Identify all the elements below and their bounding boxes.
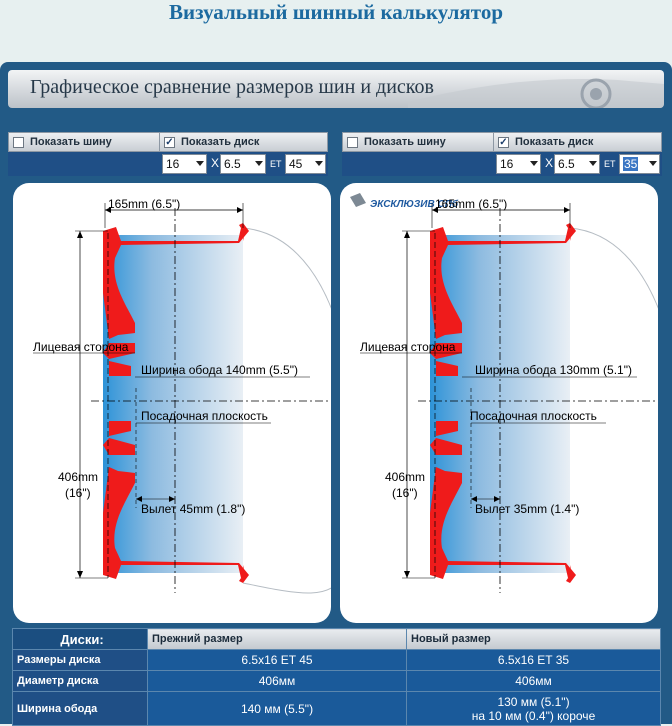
rim-width-label: Ширина обода 140mm (5.5"): [141, 363, 298, 377]
svg-text:ЭКСКЛЮЗИВ СПб: ЭКСКЛЮЗИВ СПб: [370, 199, 459, 210]
banner-title: Графическое сравнение размеров шин и дисков: [30, 76, 434, 98]
row-label-rim-width: Ширина обода: [13, 692, 148, 726]
table-header-old: Прежний размер: [148, 629, 407, 650]
row-label-disk-size: Размеры диска: [13, 650, 148, 671]
diameter-label-inch: (16"): [392, 486, 418, 500]
right-width-value: 6.5: [558, 157, 575, 171]
top-width-dimension: 165mm (6.5"): [108, 197, 181, 211]
right-et-label: ET: [604, 159, 616, 169]
left-controls-row: [8, 152, 328, 176]
row-label-disk-diameter: Диаметр диска: [13, 671, 148, 692]
diameter-label-mm: 406mm: [58, 470, 99, 484]
new-disk-diameter: 406мм: [407, 671, 661, 692]
left-et-value: 45: [289, 157, 303, 171]
new-disk-size: 6.5x16 ET 35: [407, 650, 661, 671]
chevron-down-icon: [255, 161, 263, 166]
old-disk-size: 6.5x16 ET 45: [148, 650, 407, 671]
show-disk-label-right: Показать диск: [515, 136, 594, 148]
left-width-select[interactable]: [220, 154, 266, 174]
old-disk-diameter: 406мм: [148, 671, 407, 692]
show-disk-toggle-right[interactable]: [493, 133, 662, 151]
table-row: [13, 671, 661, 692]
table-header-disks: Диски:: [13, 629, 148, 650]
left-diameter-select[interactable]: [162, 154, 207, 174]
show-tire-toggle-right[interactable]: [343, 133, 493, 151]
banner: [8, 70, 664, 108]
left-et-label: ET: [270, 159, 282, 169]
diameter-label-inch: (16"): [65, 486, 91, 500]
left-x-label: X: [211, 156, 220, 170]
right-diameter-value: 16: [500, 157, 514, 171]
right-et-value: 35: [624, 157, 638, 171]
mounting-plane-label: Посадочная плоскость: [141, 409, 268, 423]
table-header-new: Новый размер: [407, 629, 661, 650]
show-tire-label-left: Показать шину: [30, 136, 112, 148]
right-wheel-diagram: [340, 183, 658, 623]
chevron-down-icon: [649, 161, 657, 166]
face-side-label: Лицевая сторона: [360, 340, 456, 354]
show-tire-label-right: Показать шину: [364, 136, 446, 148]
right-wheel-svg: [340, 183, 658, 623]
new-rim-width-note: на 10 мм (0.4") короче: [471, 708, 596, 723]
new-rim-width-cell: [407, 692, 661, 726]
right-et-select[interactable]: [619, 154, 660, 174]
diameter-label-mm: 406mm: [385, 470, 426, 484]
show-disk-label-left: Показать диск: [181, 136, 260, 148]
rim-width-label: Ширина обода 130mm (5.1"): [475, 363, 632, 377]
top-width-dimension: 165mm (6.5"): [435, 197, 508, 211]
table-row: [13, 650, 661, 671]
comparison-table: [12, 628, 661, 726]
rim-barrel: [103, 235, 246, 573]
chevron-down-icon: [196, 161, 204, 166]
chevron-down-icon: [589, 161, 597, 166]
right-x-label: X: [545, 156, 554, 170]
left-diameter-value: 16: [166, 157, 180, 171]
offset-label: Вылет 35mm (1.4"): [475, 502, 580, 516]
face-side-label: Лицевая сторона: [33, 340, 129, 354]
new-rim-width: 130 мм (5.1"): [497, 694, 570, 709]
offset-label: Вылет 45mm (1.8"): [141, 502, 246, 516]
old-rim-width: 140 мм (5.5"): [148, 692, 407, 726]
mounting-plane-label: Посадочная плоскость: [470, 409, 597, 423]
left-controls-header: [8, 132, 328, 152]
table-header-row: [13, 629, 661, 650]
show-tire-checkbox-right[interactable]: [347, 137, 358, 148]
left-width-value: 6.5: [224, 157, 241, 171]
show-disk-toggle-left[interactable]: [159, 133, 328, 151]
left-et-select[interactable]: [285, 154, 326, 174]
table-row: [13, 692, 661, 726]
chevron-down-icon: [530, 161, 538, 166]
page-title: Визуальный шинный калькулятор: [168, 0, 503, 24]
show-tire-toggle-left[interactable]: [9, 133, 159, 151]
right-controls-row: [342, 152, 662, 176]
right-controls-header: [342, 132, 662, 152]
right-diameter-select[interactable]: [496, 154, 541, 174]
show-tire-checkbox-left[interactable]: [13, 137, 24, 148]
left-wheel-diagram: [13, 183, 331, 623]
chevron-down-icon: [315, 161, 323, 166]
left-wheel-svg: [13, 183, 331, 623]
right-width-select[interactable]: [554, 154, 600, 174]
show-disk-checkbox-right[interactable]: ✓: [499, 136, 508, 148]
show-disk-checkbox-left[interactable]: ✓: [165, 136, 174, 148]
